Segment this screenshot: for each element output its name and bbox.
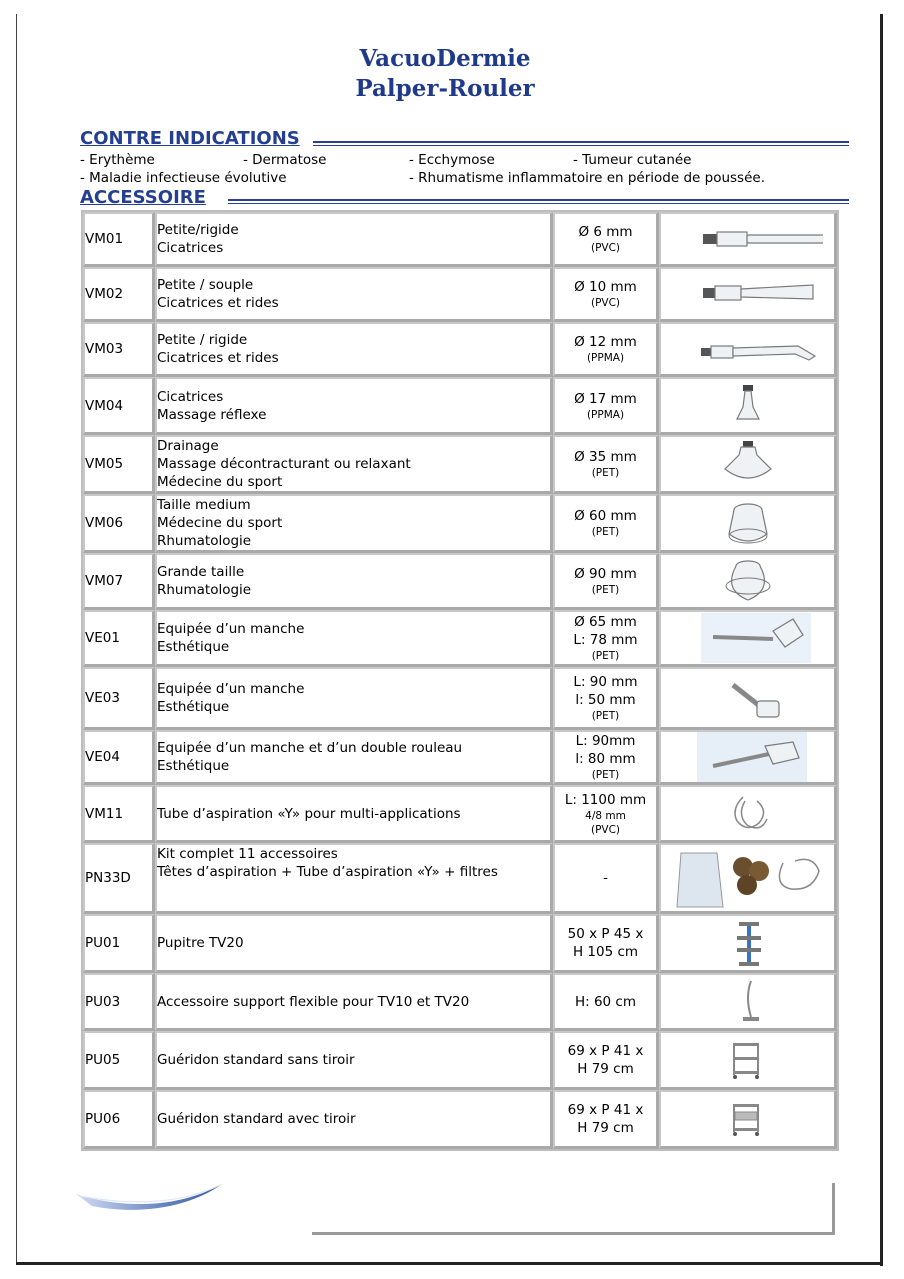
description-line: Cicatrices bbox=[157, 388, 224, 405]
accessory-image bbox=[659, 435, 837, 494]
page-frame-bottom bbox=[16, 1262, 883, 1265]
contre-indication-item: - Ecchymose bbox=[409, 152, 495, 168]
accessory-image bbox=[659, 212, 837, 267]
dimension-value: 69 x P 41 x bbox=[567, 1043, 644, 1059]
large-cup-icon bbox=[661, 498, 834, 548]
trolley-drawer-icon bbox=[661, 1094, 834, 1144]
accessory-code: VE01 bbox=[83, 610, 155, 667]
material-label: (PET) bbox=[591, 467, 620, 479]
description-line: Pupitre TV20 bbox=[157, 935, 244, 951]
description-line: Rhumatologie bbox=[157, 533, 252, 549]
material-label: (PVC) bbox=[590, 242, 621, 254]
accessory-dimensions bbox=[553, 377, 659, 435]
description-line: Esthétique bbox=[157, 758, 230, 774]
contre-indication-item: - Erythème bbox=[80, 152, 155, 168]
accessory-description bbox=[155, 553, 553, 610]
dimension-value: l: 50 mm bbox=[575, 692, 636, 708]
accessory-code: PU05 bbox=[83, 1031, 155, 1090]
heading-rule bbox=[313, 141, 849, 146]
accessory-code: VE03 bbox=[83, 667, 155, 730]
accessory-row bbox=[83, 730, 837, 785]
small-flexible-tip-icon bbox=[661, 269, 834, 319]
accessory-description bbox=[155, 843, 553, 914]
accessory-description bbox=[155, 1090, 553, 1149]
description-line: Médecine du sport bbox=[157, 474, 283, 490]
dimension-value: Ø 6 mm bbox=[578, 224, 633, 240]
accessory-row bbox=[83, 553, 837, 610]
accessory-description bbox=[155, 785, 553, 843]
accessory-dimensions bbox=[553, 785, 659, 843]
dimension-value: Ø 12 mm bbox=[574, 334, 637, 350]
accessory-row bbox=[83, 1090, 837, 1149]
accessory-row bbox=[83, 973, 837, 1031]
accessory-image bbox=[659, 914, 837, 973]
accessory-image bbox=[659, 377, 837, 435]
accessory-dimensions bbox=[553, 267, 659, 322]
description-line: Esthétique bbox=[157, 639, 230, 655]
accessory-code: VM07 bbox=[83, 553, 155, 610]
accessory-description bbox=[155, 212, 553, 267]
accessory-image bbox=[659, 730, 837, 785]
dimension-value: 50 x P 45 x bbox=[567, 926, 644, 942]
accessory-row bbox=[83, 667, 837, 730]
description-line: Equipée d’un manche bbox=[157, 621, 305, 637]
description-line: Tube d’aspiration «Y» pour multi-applications bbox=[157, 805, 461, 822]
xl-cup-icon bbox=[661, 556, 834, 606]
description-line: Cicatrices bbox=[157, 240, 224, 256]
dimension-value: Ø 17 mm bbox=[574, 390, 637, 407]
description-line: Massage décontracturant ou relaxant bbox=[157, 456, 411, 472]
description-line: Têtes d’aspiration + Tube d’aspiration «Y» + filtres bbox=[157, 864, 498, 880]
accessory-image bbox=[659, 267, 837, 322]
y-tube-icon bbox=[661, 789, 834, 839]
accessories-table bbox=[81, 210, 839, 1151]
description-line: Guéridon standard sans tiroir bbox=[157, 1052, 355, 1068]
small-rigid-tip-icon bbox=[661, 214, 834, 264]
contre-indication-item: - Dermatose bbox=[243, 152, 327, 168]
description-line: Petite/rigide bbox=[157, 222, 239, 238]
accessory-description bbox=[155, 377, 553, 435]
contre-indication-item: - Rhumatisme inflammatoire en période de poussée. bbox=[409, 170, 765, 186]
dimension-value: Ø 10 mm bbox=[574, 279, 637, 295]
accessory-code: VM03 bbox=[83, 322, 155, 377]
description-line: Petite / souple bbox=[157, 277, 254, 293]
dimension-value: H 105 cm bbox=[572, 944, 639, 960]
dimension-value: H 79 cm bbox=[577, 1061, 634, 1077]
accessory-description bbox=[155, 435, 553, 494]
accessory-dimensions bbox=[553, 494, 659, 553]
description-line: Accessoire support flexible pour TV10 et TV20 bbox=[157, 993, 470, 1010]
accessory-image bbox=[659, 843, 837, 914]
accessory-code: PU01 bbox=[83, 914, 155, 973]
dimension-value: L: 78 mm bbox=[573, 632, 638, 648]
accessory-description bbox=[155, 322, 553, 377]
dimension-value: H: 60 cm bbox=[574, 993, 637, 1010]
accessory-description bbox=[155, 730, 553, 785]
accessory-image bbox=[659, 973, 837, 1031]
material-label: (PPMA) bbox=[586, 352, 625, 364]
contre-indications-heading: CONTRE INDICATIONS bbox=[80, 128, 300, 149]
description-line: Médecine du sport bbox=[157, 515, 283, 531]
accessory-image bbox=[659, 322, 837, 377]
accessory-image bbox=[659, 785, 837, 843]
accessory-row bbox=[83, 212, 837, 267]
description-line: Rhumatologie bbox=[157, 582, 252, 598]
accessory-code: VM04 bbox=[83, 377, 155, 435]
accessory-row bbox=[83, 377, 837, 435]
description-line: Grande taille bbox=[157, 564, 245, 580]
description-line: Guéridon standard avec tiroir bbox=[157, 1111, 356, 1127]
description-line: Drainage bbox=[157, 438, 219, 454]
dimension-value: 69 x P 41 x bbox=[567, 1102, 644, 1118]
material-label: (PPMA) bbox=[586, 408, 625, 421]
handle-roller-icon bbox=[661, 673, 834, 723]
accessory-code: VM05 bbox=[83, 435, 155, 494]
accessory-code: VM02 bbox=[83, 267, 155, 322]
accessory-row bbox=[83, 267, 837, 322]
trolley-icon bbox=[661, 1035, 834, 1085]
accessory-code: VM11 bbox=[83, 785, 155, 843]
dimension-value: l: 80 mm bbox=[575, 751, 636, 767]
accessory-code: PU06 bbox=[83, 1090, 155, 1149]
accessory-code: VM06 bbox=[83, 494, 155, 553]
accessory-dimensions bbox=[553, 212, 659, 267]
description-line: Petite / rigide bbox=[157, 332, 248, 348]
accessory-description bbox=[155, 973, 553, 1031]
accessory-row bbox=[83, 785, 837, 843]
accessory-row bbox=[83, 843, 837, 914]
flexible-support-icon bbox=[661, 977, 834, 1027]
accessory-row bbox=[83, 435, 837, 494]
accessory-dimensions bbox=[553, 1031, 659, 1090]
handle-head-icon bbox=[661, 613, 834, 663]
page-title: VacuoDermie bbox=[359, 45, 531, 72]
footer-line-horizontal bbox=[312, 1232, 835, 1235]
accessory-code: PN33D bbox=[83, 843, 155, 914]
accessory-image bbox=[659, 667, 837, 730]
accessory-image bbox=[659, 1031, 837, 1090]
accessory-image bbox=[659, 553, 837, 610]
accessory-description bbox=[155, 610, 553, 667]
contre-indication-item: - Tumeur cutanée bbox=[573, 152, 692, 168]
accessory-row bbox=[83, 914, 837, 973]
medium-cup-icon bbox=[661, 439, 834, 489]
material-label: 4/8 mm bbox=[585, 809, 626, 822]
description-line: Equipée d’un manche et d’un double rouleau bbox=[157, 740, 463, 756]
accessory-dimensions bbox=[553, 730, 659, 785]
dimension-value: L: 90mm bbox=[575, 733, 636, 749]
accessory-description bbox=[155, 914, 553, 973]
accessory-description bbox=[155, 1031, 553, 1090]
accessory-code: PU03 bbox=[83, 973, 155, 1031]
accessory-dimensions bbox=[553, 1090, 659, 1149]
material-label: (PET) bbox=[591, 769, 620, 781]
description-line: Cicatrices et rides bbox=[157, 350, 279, 366]
accessory-image bbox=[659, 494, 837, 553]
page-subtitle: Palper-Rouler bbox=[355, 75, 535, 102]
page-frame-left bbox=[16, 14, 17, 1264]
material-label: (PET) bbox=[591, 650, 620, 662]
material-label: (PET) bbox=[591, 584, 620, 596]
dimension-value: Ø 60 mm bbox=[574, 508, 637, 524]
dimension-value: - bbox=[603, 870, 608, 886]
description-line: Kit complet 11 accessoires bbox=[157, 846, 338, 862]
heading-rule bbox=[228, 199, 849, 204]
accessory-dimensions bbox=[553, 973, 659, 1031]
dimension-value: H 79 cm bbox=[577, 1120, 634, 1136]
accessory-description bbox=[155, 267, 553, 322]
page-frame-right bbox=[880, 14, 883, 1266]
dimension-value: Ø 65 mm bbox=[574, 614, 637, 630]
description-line: Taille medium bbox=[157, 497, 251, 513]
contre-indication-item: - Maladie infectieuse évolutive bbox=[80, 170, 287, 186]
dimension-value: L: 1100 mm bbox=[564, 791, 647, 808]
accessory-dimensions bbox=[553, 914, 659, 973]
accessory-code: VE04 bbox=[83, 730, 155, 785]
feather-logo bbox=[72, 1176, 232, 1216]
accessory-row bbox=[83, 610, 837, 667]
description-line: Equipée d’un manche bbox=[157, 681, 305, 697]
material-label: (PVC) bbox=[590, 823, 621, 836]
accessory-dimensions bbox=[553, 843, 659, 914]
dimension-value: L: 90 mm bbox=[573, 674, 638, 690]
small-cup-icon bbox=[661, 381, 834, 431]
description-line: Esthétique bbox=[157, 699, 230, 715]
accessory-kit-icon bbox=[661, 845, 834, 911]
accessory-row bbox=[83, 322, 837, 377]
accessory-dimensions bbox=[553, 435, 659, 494]
accessory-code: VM01 bbox=[83, 212, 155, 267]
description-line: Massage réflexe bbox=[157, 406, 267, 423]
accessory-description bbox=[155, 667, 553, 730]
accessoire-heading: ACCESSOIRE bbox=[80, 187, 206, 208]
material-label: (PET) bbox=[591, 710, 620, 722]
material-label: (PVC) bbox=[590, 297, 621, 309]
accessory-dimensions bbox=[553, 322, 659, 377]
dimension-value: Ø 35 mm bbox=[574, 449, 637, 465]
material-label: (PET) bbox=[591, 526, 620, 538]
console-stand-icon bbox=[661, 918, 834, 968]
accessory-dimensions bbox=[553, 553, 659, 610]
footer-line-vertical bbox=[832, 1183, 835, 1235]
double-roller-icon bbox=[661, 732, 834, 782]
dimension-value: Ø 90 mm bbox=[574, 566, 637, 582]
accessory-image bbox=[659, 1090, 837, 1149]
accessory-description bbox=[155, 494, 553, 553]
description-line: Cicatrices et rides bbox=[157, 295, 279, 311]
accessory-row bbox=[83, 494, 837, 553]
accessory-dimensions bbox=[553, 667, 659, 730]
accessory-image bbox=[659, 610, 837, 667]
accessory-dimensions bbox=[553, 610, 659, 667]
accessory-row bbox=[83, 1031, 837, 1090]
angled-tip-icon bbox=[661, 324, 834, 374]
